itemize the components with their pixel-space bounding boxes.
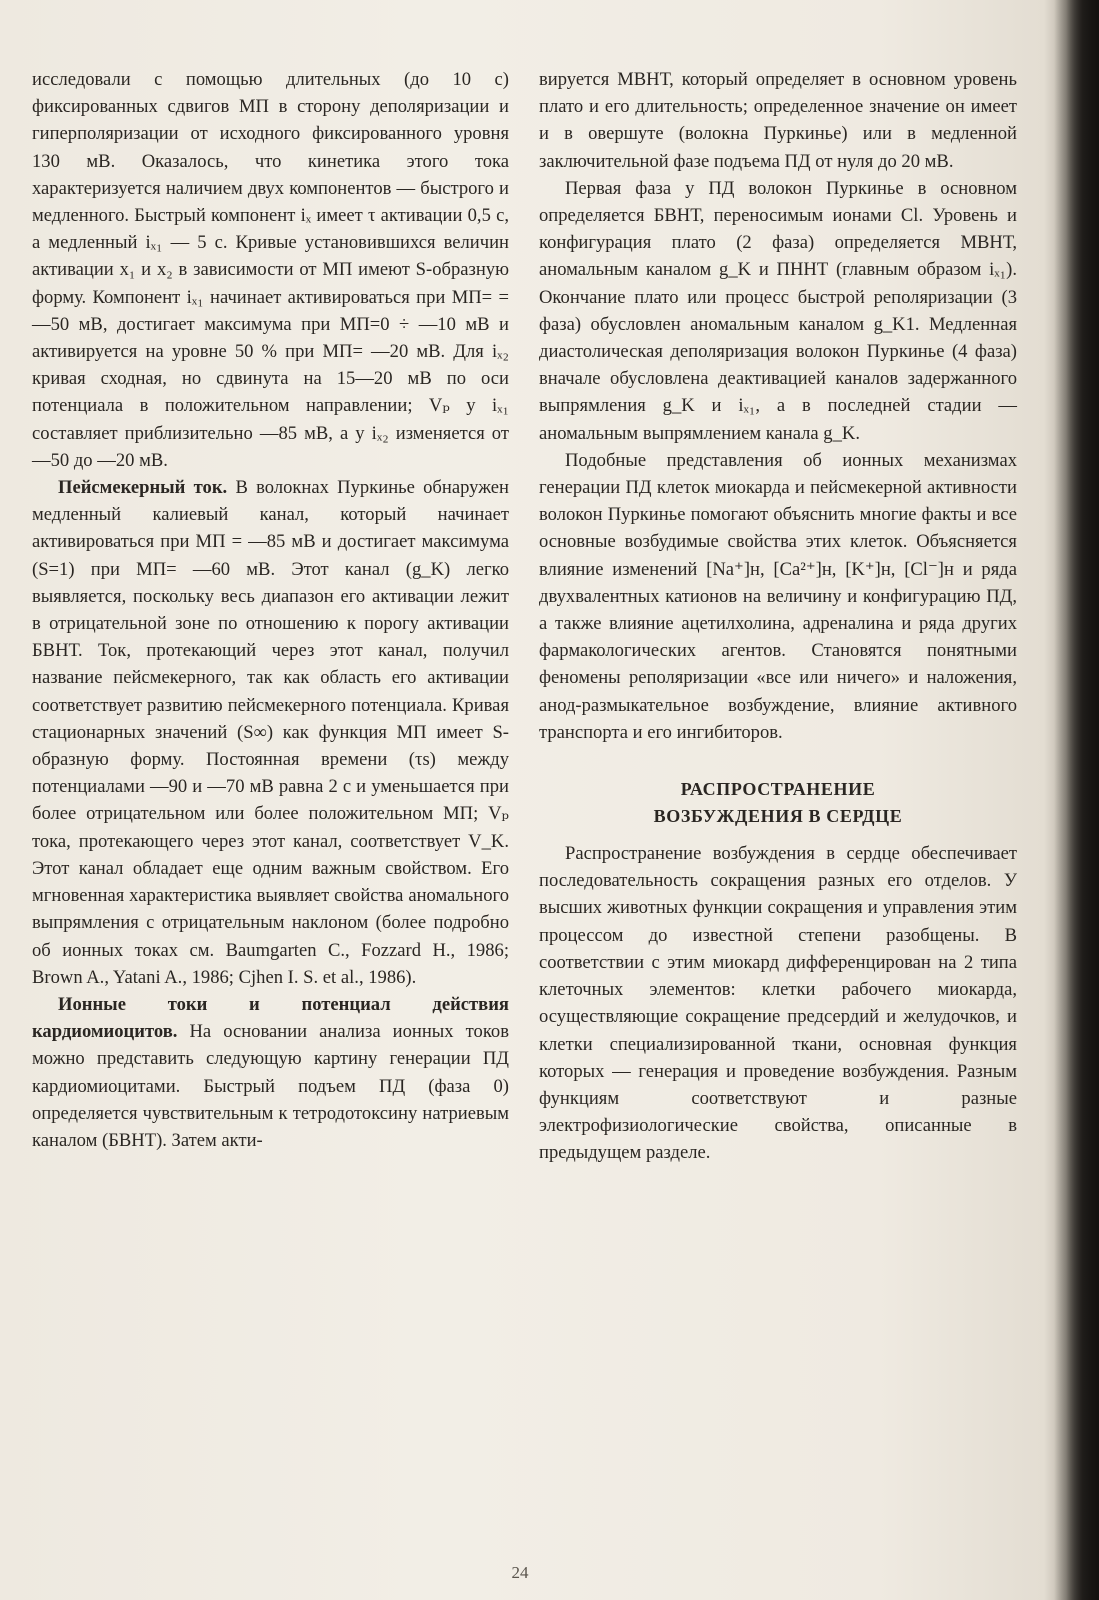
paragraph-body: На основании анализа ионных токов можно представить следующую картину генерации ПД кардиомиоцитами. Быстрый подъем ПД (фаза 0) определяется чувствительным к тетродотоксину натриевым каналом (БВНТ). Затем акти-	[32, 1021, 509, 1151]
left-column	[32, 66, 509, 1154]
run-in-heading-ionic-currents: Ионные токи и потенциал действия кардиомиоцитов.	[32, 993, 509, 1043]
paragraph-continued: исследовали с помощью длительных (до 10 с) фиксированных сдвигов МП в сторону деполяризации и гиперполяризации от исходного фиксированного уровня 130 мВ. Оказалось, что кинетика этого тока характеризуется наличием двух компонентов — быстрого и медленного. Быстрый компонент iₓ имеет τ активации 0,5 с, а медленный iₓ₁ — 5 с. Кривые установившихся величин активации x₁ и x₂ в зависимости от МП имеют S-образную форму. Компонент iₓ₁ начинает активироваться при МП= = —50 мВ, достигает максимума при МП=0 ÷ —10 мВ и активируется на уровне 50 % при МП= —20 мВ. Для iₓ₂ кривая сходная, но сдвинута на 15—20 мВ по оси потенциала в положительном направлении; Vₚ у iₓ₁ составляет приблизительно —85 мВ, а у iₓ₂ изменяется от —50 до —20 мВ.	[32, 69, 509, 471]
section-heading-line-2: ВОЗБУЖДЕНИЯ В СЕРДЦЕ	[653, 806, 903, 827]
paragraph-continued: вируется МВНТ, который определяет в основном уровень плато и его длительность; определенное значение он имеет и в овершуте (волокна Пуркинье) или в медленной заключительной фазе подъема ПД от нуля до 20 мВ.	[539, 69, 1017, 172]
paragraph-pacemaker-current	[32, 474, 509, 991]
paragraph-mechanisms: Подобные представления об ионных механизмах генерации ПД клеток миокарда и пейсмекерной активности волокон Пуркинье помогают объяснить многие факты и все основные возбудимые свойства этих клеток. Объясняется влияние изменений [Na⁺]н, [Ca²⁺]н, [K⁺]н, [Cl⁻]н и ряда двухвалентных катионов на величину и конфигурацию ПД, а также влияние ацетилхолина, адреналина и ряда других фармакологических агентов. Становятся понятными феномены реполяризации «все или ничего» и наложения, анод-размыкательное возбуждение, влияние активного транспорта и его ингибиторов.	[539, 449, 1017, 743]
section-heading	[539, 776, 1017, 830]
run-in-heading-pacemaker: Пейсмекерный ток.	[58, 477, 228, 499]
page-number: 24	[511, 1563, 529, 1582]
paragraph-purkinje-phases: Первая фаза у ПД волокон Пуркинье в основном определяется БВНТ, переносимым ионами Cl. Уровень и конфигурация плато (2 фаза) определяется МВНТ, аномальным каналом g_K и ПННТ (главным образом iₓ₁). Окончание плато или процесс быстрой реполяризации (3 фаза) обусловлен аномальным каналом g_K1. Медленная диастолическая деполяризация волокон Пуркинье (4 фаза) вначале обусловлена деактивацией каналов задержанного выпрямления g_K и iₓ₁, а в последней стадии — аномальным выпрямлением канала g_K.	[539, 177, 1017, 444]
paragraph-ionic-currents	[32, 991, 509, 1154]
book-spine-shadow	[1054, 0, 1099, 1600]
paragraph-body: В волокнах Пуркинье обнаружен медленный калиевый канал, который начинает активироваться при МП = —85 мВ и достигает максимума (S=1) при МП= —60 мВ. Этот канал (g_K) легко выявляется, поскольку весь диапазон его активации лежит в отрицательной зоне по отношению к порогу активации БВНТ. Ток, протекающий через этот канал, получил название пейсмекерного, так как область его активации соответствует развитию пейсмекерного потенциала. Кривая стационарных значений (S∞) как функция МП имеет S-образную форму. Постоянная времени (τs) между потенциалами —90 и —70 мВ равна 2 с и уменьшается при более отрицательном или более положительном МП; Vₚ тока, протекающего через этот канал, соответствует V_K. Этот канал обладает еще одним важным свойством. Его мгновенная характеристика выявляет свойства аномального выпрямления с отрицательным наклоном (более подробно об ионных токах см. Baumgarten C., Fozzard H., 1986; Brown A., Yatani A., 1986; Cjhen I. S. et al., 1986).	[32, 477, 509, 988]
right-column	[539, 66, 1017, 1167]
paragraph-excitation-spread: Распространение возбуждения в сердце обеспечивает последовательность сокращения разных его отделов. У высших животных функции сокращения и управления этим процессом до известной степени разобщены. В соответствии с этим миокард дифференцирован на 2 типа клеточных элементов: клетки рабочего миокарда, осуществляющие сокращение предсердий и желудочков, и клетки специализированной ткани, основная функция которых — генерация и проведение возбуждения. Разным функциям соответствуют и разные электрофизиологические свойства, описанные в предыдущем разделе.	[539, 843, 1017, 1164]
section-heading-line-1: РАСПРОСТРАНЕНИЕ	[680, 779, 876, 800]
